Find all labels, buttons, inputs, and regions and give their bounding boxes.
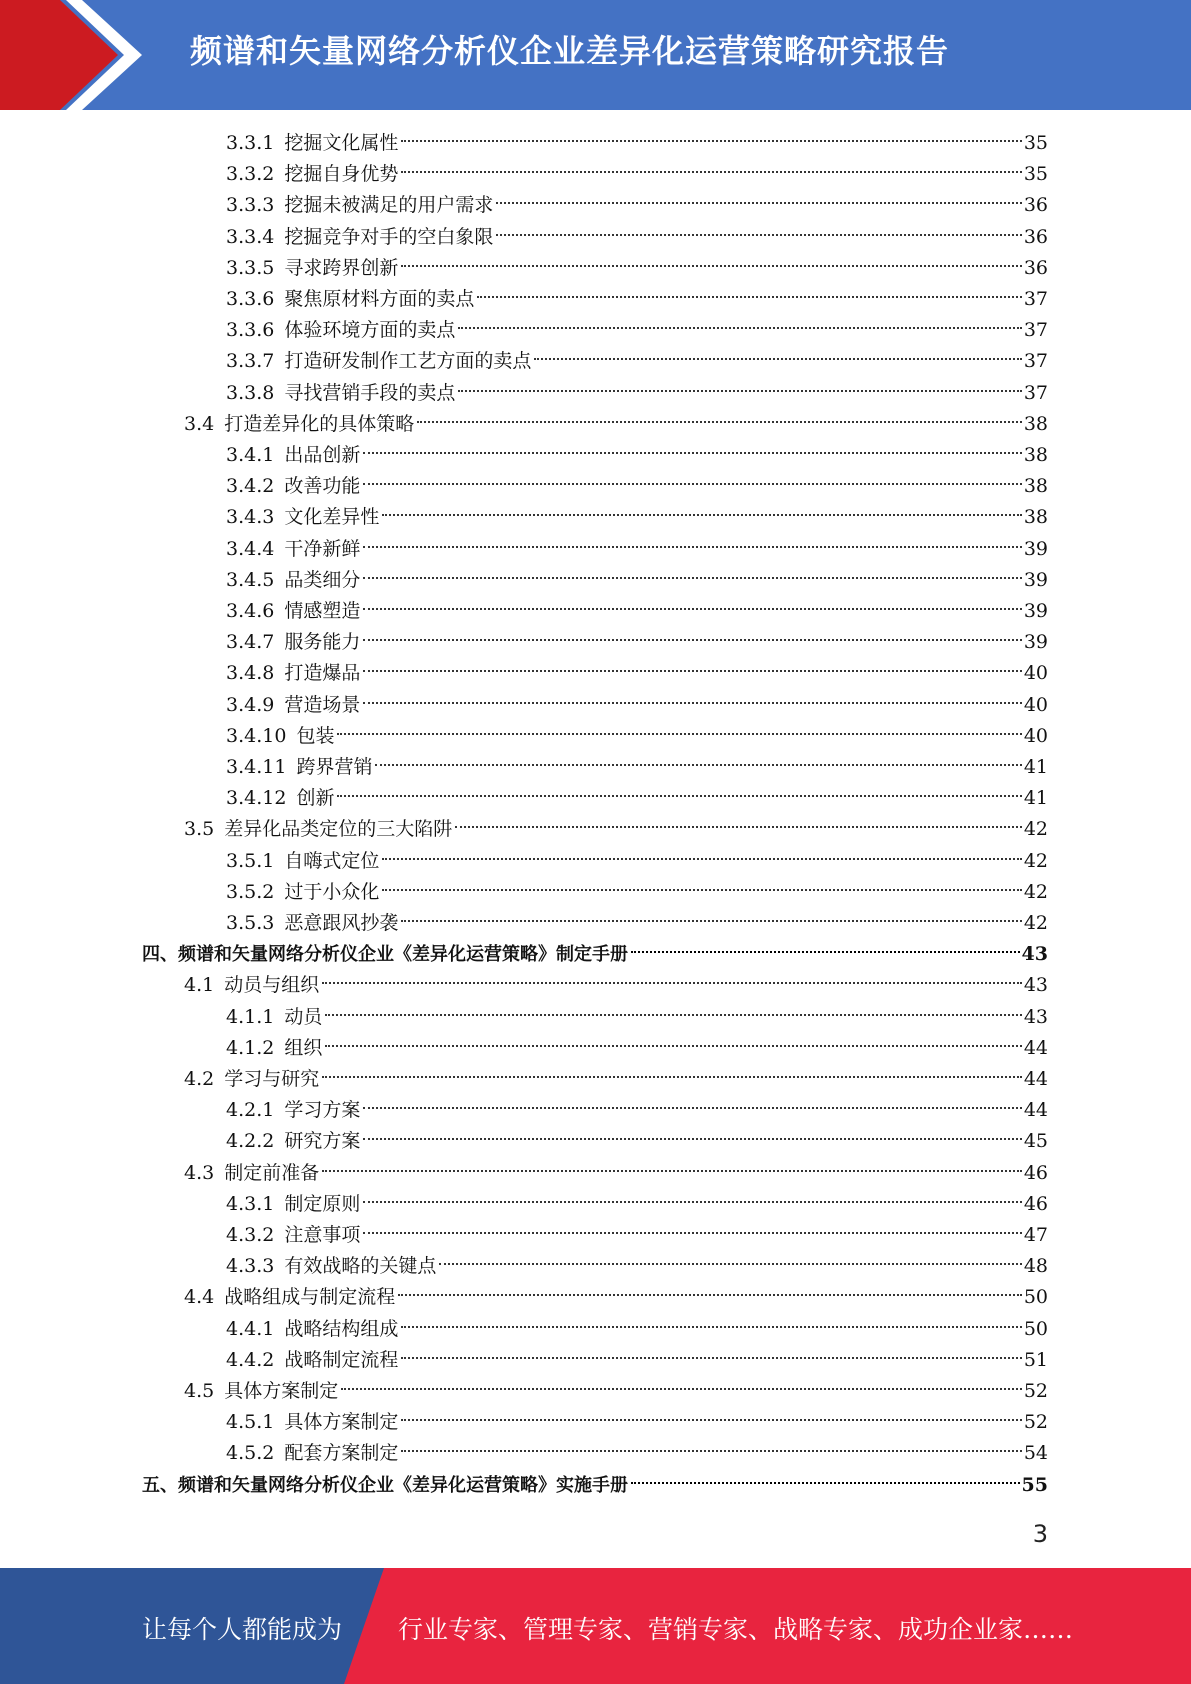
toc-entry[interactable] [226,346,1048,377]
toc-entry-page: 42 [1023,849,1048,872]
toc-entry-page: 44 [1023,1068,1048,1090]
toc-entry-label: 出品创新 [284,444,361,466]
toc-dot-leader [363,1138,1021,1140]
toc-entry[interactable] [226,284,1048,315]
toc-entry-number: 3.3.1 [226,132,275,154]
toc-entry-number: 3.4.3 [226,506,275,529]
toc-entry-label: 差异化品类定位的三大陷阱 [224,818,453,841]
toc-entry-label: 战略组成与制定流程 [224,1286,396,1309]
toc-entry[interactable] [226,1314,1048,1345]
toc-entry-label: 打造差异化的具体策略 [224,412,415,435]
toc-entry-label: 挖掘竞争对手的空白象限 [284,225,494,248]
toc-dot-leader [322,1076,1022,1078]
toc-entry[interactable] [184,970,1048,1001]
toc-entry-number: 3.4.6 [226,600,275,622]
toc-entry-number: 3.5 [184,818,215,841]
toc-entry-label: 体验环境方面的卖点 [284,319,456,342]
toc-entry-page: 39 [1023,537,1048,560]
toc-entry[interactable] [226,1407,1048,1438]
toc-entry-page: 51 [1023,1348,1048,1371]
toc-dot-leader [458,327,1021,329]
toc-entry-page: 55 [1021,1473,1048,1496]
toc-entry-number: 3.4.12 [226,787,287,810]
toc-entry-page: 37 [1023,288,1048,310]
toc-entry[interactable] [184,1282,1048,1313]
toc-entry-number: 4.4 [184,1286,215,1309]
toc-entry-page: 52 [1023,1411,1048,1434]
toc-entry[interactable] [226,627,1048,658]
toc-dot-leader [363,670,1021,672]
toc-entry-page: 44 [1023,1036,1048,1059]
toc-entry-label: 挖掘未被满足的用户需求 [284,194,494,217]
toc-entry-label: 打造爆品 [284,662,361,685]
toc-dot-leader [534,358,1021,360]
toc-entry-label: 自嗨式定位 [284,849,380,872]
toc-entry-page: 42 [1023,880,1048,903]
toc-entry-page: 42 [1023,912,1048,934]
toc-entry-number: 3.5.1 [226,849,275,872]
toc-entry[interactable] [226,159,1048,190]
toc-entry[interactable] [226,1189,1048,1220]
toc-entry[interactable] [184,1064,1048,1095]
toc-entry[interactable] [226,752,1048,783]
toc-entry-page: 40 [1023,724,1048,747]
toc-entry-label: 具体方案制定 [284,1411,399,1434]
toc-entry-page: 44 [1023,1099,1048,1122]
toc-entry[interactable] [226,315,1048,346]
toc-entry-page: 35 [1023,132,1048,154]
toc-entry[interactable] [226,1126,1048,1157]
toc-entry[interactable] [226,877,1048,908]
toc-entry-label: 动员与组织 [224,974,320,997]
toc-dot-leader [631,951,1020,953]
toc-entry[interactable] [226,1438,1048,1469]
toc-entry-label: 注意事项 [284,1224,361,1246]
toc-entry-number: 4.2.2 [226,1130,275,1153]
toc-entry[interactable] [226,222,1048,253]
toc-dot-leader [325,1045,1021,1047]
toc-entry-number: 3.3.7 [226,350,275,373]
toc-entry-number: 3.4.7 [226,631,275,654]
toc-entry-number: 3.5.3 [226,912,275,934]
toc-dot-leader [375,764,1021,766]
toc-entry[interactable] [226,534,1048,565]
toc-entry-page: 46 [1023,1192,1048,1215]
toc-entry-label: 制定前准备 [224,1161,320,1184]
toc-entry-number: 3.4.1 [226,444,275,466]
toc-entry-number: 3.3.8 [226,381,275,404]
toc-dot-leader [401,140,1021,142]
toc-entry-page: 41 [1023,756,1048,778]
toc-entry-number: 4.3.1 [226,1192,275,1215]
toc-entry-page: 54 [1023,1442,1048,1465]
toc-entry-page: 40 [1023,662,1048,685]
toc-dot-leader [401,171,1021,173]
toc-dot-leader [382,858,1021,860]
toc-entry-page: 38 [1023,475,1048,498]
toc-entry-number: 4.1.1 [226,1005,275,1028]
toc-dot-leader [496,202,1021,204]
toc-entry-number: 3.4.2 [226,475,275,498]
toc-entry-label: 跨界营销 [296,756,373,778]
toc-entry-label: 聚焦原材料方面的卖点 [284,288,475,310]
toc-entry-number: 4.2 [184,1068,215,1090]
toc-entry-label: 恶意跟风抄袭 [284,912,399,934]
toc-entry-number: 3.4.9 [226,693,275,716]
toc-dot-leader [417,421,1022,423]
toc-entry-number: 3.3.3 [226,194,275,217]
toc-entry-page: 37 [1023,350,1048,373]
toc-entry-label: 改善功能 [284,475,361,498]
toc-dot-leader [363,1201,1021,1203]
toc-entry-number: 3.3.5 [226,256,275,279]
toc-entry-label: 过于小众化 [284,880,380,903]
toc-entry[interactable] [226,690,1048,721]
toc-dot-leader [401,1450,1021,1452]
toc-dot-leader [401,1357,1021,1359]
toc-dot-leader [458,390,1021,392]
toc-entry-label: 挖掘文化属性 [284,132,399,154]
toc-entry-page: 47 [1023,1224,1048,1246]
toc-entry-number: 3.3.6 [226,288,275,310]
toc-entry-number: 4.2.1 [226,1099,275,1122]
toc-entry-number: 3.4.5 [226,568,275,591]
footer-slogan-left: 让每个人都能成为 [142,1615,343,1644]
toc-dot-leader [363,546,1021,548]
toc-dot-leader [363,1232,1021,1234]
toc-entry-number: 4.3.2 [226,1224,275,1246]
toc-dot-leader [363,608,1021,610]
page-header [0,0,1191,110]
toc-entry[interactable] [226,783,1048,814]
toc-entry-number: 4.5.2 [226,1442,275,1465]
toc-entry-page: 39 [1023,631,1048,654]
toc-dot-leader [455,826,1022,828]
toc-entry[interactable] [226,128,1048,159]
toc-entry-page: 39 [1023,600,1048,622]
toc-entry-label: 组织 [284,1036,323,1059]
toc-dot-leader [401,920,1021,922]
toc-entry-label: 学习与研究 [224,1068,320,1090]
toc-entry[interactable] [226,471,1048,502]
toc-dot-leader [363,452,1021,454]
toc-dot-leader [496,234,1021,236]
toc-entry-label: 学习方案 [284,1099,361,1122]
toc-entry-label: 制定原则 [284,1192,361,1215]
toc-entry[interactable] [226,1095,1048,1126]
toc-entry-page: 37 [1023,319,1048,342]
toc-entry-label: 频谱和矢量网络分析仪企业《差异化运营策略》实施手册 [178,1474,628,1496]
toc-entry[interactable] [142,939,1048,970]
toc-entry-page: 38 [1023,412,1048,435]
toc-entry-page: 40 [1023,693,1048,716]
toc-entry-label: 寻求跨界创新 [284,256,399,279]
toc-entry-number: 3.4.11 [226,756,287,778]
toc-dot-leader [363,483,1021,485]
toc-entry-page: 39 [1023,568,1048,591]
toc-entry[interactable] [226,190,1048,221]
toc-entry-page: 37 [1023,381,1048,404]
toc-entry-number: 4.5.1 [226,1411,275,1434]
toc-dot-leader [398,1294,1022,1296]
toc-entry-label: 情感塑造 [284,600,361,622]
toc-entry-label: 动员 [284,1005,323,1028]
toc-entry[interactable] [184,1158,1048,1189]
toc-entry-page: 50 [1023,1286,1048,1309]
toc-entry-page: 36 [1023,194,1048,217]
toc-entry-label: 战略制定流程 [284,1348,399,1371]
toc-entry-label: 战略结构组成 [284,1317,399,1340]
toc-entry-label: 文化差异性 [284,506,380,529]
toc-dot-leader [341,1388,1022,1390]
toc-entry[interactable] [226,846,1048,877]
toc-entry-page: 43 [1023,974,1048,997]
toc-dot-leader [401,265,1021,267]
toc-entry-label: 打造研发制作工艺方面的卖点 [284,350,532,373]
page-number: 3 [1032,1520,1048,1548]
toc-entry[interactable] [226,440,1048,471]
toc-dot-leader [363,1107,1021,1109]
toc-entry[interactable] [184,814,1048,845]
toc-entry[interactable] [226,596,1048,627]
toc-entry-page: 43 [1021,943,1048,966]
toc-entry-number: 4.1.2 [226,1036,275,1059]
toc-entry[interactable] [184,409,1048,440]
toc-dot-leader [439,1263,1021,1265]
toc-entry-label: 研究方案 [284,1130,361,1153]
toc-entry-page: 36 [1023,225,1048,248]
toc-entry-number: 3.5.2 [226,880,275,903]
toc-entry-label: 挖掘自身优势 [284,163,399,186]
toc-entry-number: 3.4.8 [226,662,275,685]
toc-entry-number: 3.3.4 [226,225,275,248]
toc-entry[interactable] [226,502,1048,533]
toc-entry-page: 38 [1023,506,1048,529]
toc-dot-leader [401,1419,1021,1421]
toc-entry[interactable] [226,658,1048,689]
toc-entry-label: 营造场景 [284,693,361,716]
toc-entry-number: 五、 [142,1474,178,1496]
toc-entry[interactable] [142,1470,1048,1501]
toc-entry[interactable] [226,253,1048,284]
toc-dot-leader [363,702,1021,704]
toc-dot-leader [382,889,1021,891]
toc-entry-number: 3.4 [184,412,215,435]
toc-entry-page: 36 [1023,256,1048,279]
toc-entry-number: 4.1 [184,974,215,997]
toc-entry[interactable] [226,721,1048,752]
toc-entry[interactable] [226,1251,1048,1282]
toc-entry-page: 42 [1023,818,1048,841]
footer-slogan-right: 行业专家、管理专家、营销专家、战略专家、成功企业家…… [398,1615,1074,1644]
toc-dot-leader [337,733,1021,735]
toc-dot-leader [363,577,1021,579]
toc-entry[interactable] [226,1345,1048,1376]
toc-entry-label: 有效战略的关键点 [284,1255,437,1278]
toc-entry[interactable] [226,1002,1048,1033]
toc-entry-page: 45 [1023,1130,1048,1153]
toc-entry-label: 干净新鲜 [284,537,361,560]
toc-entry-page: 52 [1023,1380,1048,1402]
toc-entry-label: 频谱和矢量网络分析仪企业《差异化运营策略》制定手册 [178,944,628,966]
toc-entry-number: 4.5 [184,1380,215,1402]
toc-entry-number: 4.3 [184,1161,215,1184]
toc-entry[interactable] [184,1376,1048,1407]
toc-dot-leader [322,1170,1022,1172]
toc-entry-label: 创新 [296,787,335,810]
header-arrow-decoration [0,0,200,110]
toc-entry-number: 3.4.10 [226,724,287,747]
toc-dot-leader [477,296,1021,298]
toc-entry[interactable] [226,378,1048,409]
toc-entry-page: 38 [1023,444,1048,466]
toc-entry-label: 服务能力 [284,631,361,654]
toc-entry[interactable] [226,1220,1048,1251]
toc-dot-leader [631,1482,1020,1484]
toc-dot-leader [337,795,1021,797]
toc-entry-number: 4.4.2 [226,1348,275,1371]
toc-entry-label: 包装 [296,724,335,747]
toc-entry-label: 品类细分 [284,568,361,591]
toc-entry-page: 50 [1023,1317,1048,1340]
toc-entry-number: 3.3.2 [226,163,275,186]
toc-entry[interactable] [226,565,1048,596]
toc-entry-page: 41 [1023,787,1048,810]
toc-entry-page: 48 [1023,1255,1048,1278]
toc-entry-label: 寻找营销手段的卖点 [284,381,456,404]
page-footer [0,1568,1191,1684]
toc-entry-page: 46 [1023,1161,1048,1184]
toc-dot-leader [325,1014,1021,1016]
toc-entry-page: 43 [1023,1005,1048,1028]
toc-entry-number: 3.3.6 [226,319,275,342]
toc-entry-number: 4.3.3 [226,1255,275,1278]
document-title: 频谱和矢量网络分析仪企业差异化运营策略研究报告 [190,32,950,70]
toc-entry[interactable] [226,908,1048,939]
toc-entry-number: 4.4.1 [226,1317,275,1340]
toc-dot-leader [363,639,1021,641]
toc-dot-leader [401,1326,1021,1328]
toc-entry-label: 配套方案制定 [284,1442,399,1465]
toc-dot-leader [382,514,1021,516]
toc-entry-number: 四、 [142,944,178,966]
toc-entry-label: 具体方案制定 [224,1380,339,1402]
toc-dot-leader [322,982,1022,984]
toc-entry-page: 35 [1023,163,1048,186]
toc-entry[interactable] [226,1033,1048,1064]
toc-entry-number: 3.4.4 [226,537,275,560]
